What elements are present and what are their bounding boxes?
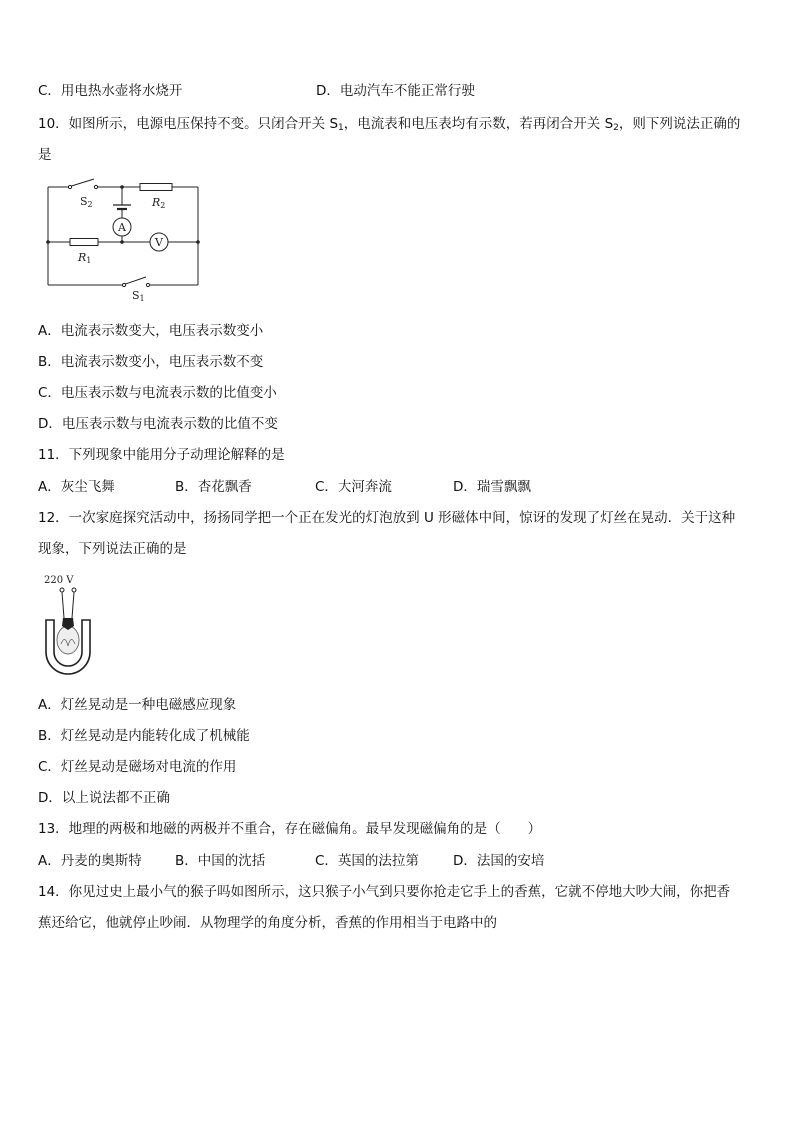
- s1-label: S1: [132, 289, 145, 303]
- q12-option-c: C．灯丝晃动是磁场对电流的作用: [38, 759, 237, 775]
- q10-stem-line-1: [38, 115, 740, 137]
- q13-option-c: C．英国的法拉第: [315, 853, 419, 869]
- voltage-label: 220 V: [44, 575, 74, 586]
- q14-stem-line-1: 14．你见过史上最小气的猴子吗如图所示，这只猴子小气到只要你抢走它手上的香蕉，它就不停地大吵大闹，你把香: [38, 884, 731, 900]
- q10-stem-part-a: 10．如图所示，电源电压保持不变。只闭合开关 S: [38, 116, 339, 132]
- q9-option-c: C．用电热水壶将水烧开: [38, 83, 183, 99]
- q12-stem-line-2: 现象，下列说法正确的是: [38, 541, 187, 557]
- s2-label: S2: [80, 195, 93, 209]
- q10-option-c: C．电压表示数与电流表示数的比值变小: [38, 385, 277, 401]
- q12-stem-line-1: 12．一次家庭探究活动中，扬扬同学把一个正在发光的灯泡放到 U 形磁体中间，惊讶的发现了灯丝在晃动．关于这种: [38, 510, 736, 526]
- q10-s1-subscript: 1: [338, 123, 344, 133]
- r2-label: R2: [152, 196, 166, 210]
- voltmeter-label: V: [155, 236, 163, 249]
- q10-stem-line-2: 是: [38, 147, 52, 163]
- q13-option-d: D．法国的安培: [453, 853, 545, 869]
- ammeter-label: A: [118, 221, 126, 234]
- q12-option-b: B．灯丝晃动是内能转化成了机械能: [38, 728, 250, 744]
- q11-option-c: C．大河奔流: [315, 479, 392, 495]
- q12-magnet-bulb-figure: [40, 572, 110, 682]
- q10-circuit-diagram: [40, 175, 210, 305]
- q10-stem-part-c: ，则下列说法正确的: [618, 116, 741, 132]
- q11-stem: 11．下列现象中能用分子动理论解释的是: [38, 447, 285, 463]
- q10-option-d: D．电压表示数与电流表示数的比值不变: [38, 416, 278, 432]
- q10-option-b: B．电流表示数变小，电压表示数不变: [38, 354, 264, 370]
- q14-stem-line-2: 蕉还给它，他就停止吵闹．从物理学的角度分析，香蕉的作用相当于电路中的: [38, 915, 497, 931]
- q11-option-b: B．杏花飘香: [175, 479, 252, 495]
- q13-option-a: A．丹麦的奥斯特: [38, 853, 142, 869]
- r1-label: R1: [78, 251, 92, 265]
- q11-option-d: D．瑞雪飘飘: [453, 479, 531, 495]
- q11-option-a: A．灰尘飞舞: [38, 479, 115, 495]
- q9-option-d: D．电动汽车不能正常行驶: [316, 83, 475, 99]
- q12-option-a: A．灯丝晃动是一种电磁感应现象: [38, 697, 237, 713]
- q12-option-d: D．以上说法都不正确: [38, 790, 170, 806]
- q13-stem: 13．地理的两极和地磁的两极并不重合，存在磁偏角。最早发现磁偏角的是（ ）: [38, 821, 542, 837]
- q10-option-a: A．电流表示数变大，电压表示数变小: [38, 323, 264, 339]
- q10-stem-part-b: ，电流表和电压表均有示数，若再闭合开关 S: [343, 116, 614, 132]
- q13-option-b: B．中国的沈括: [175, 853, 266, 869]
- q10-s2-subscript: 2: [613, 123, 619, 133]
